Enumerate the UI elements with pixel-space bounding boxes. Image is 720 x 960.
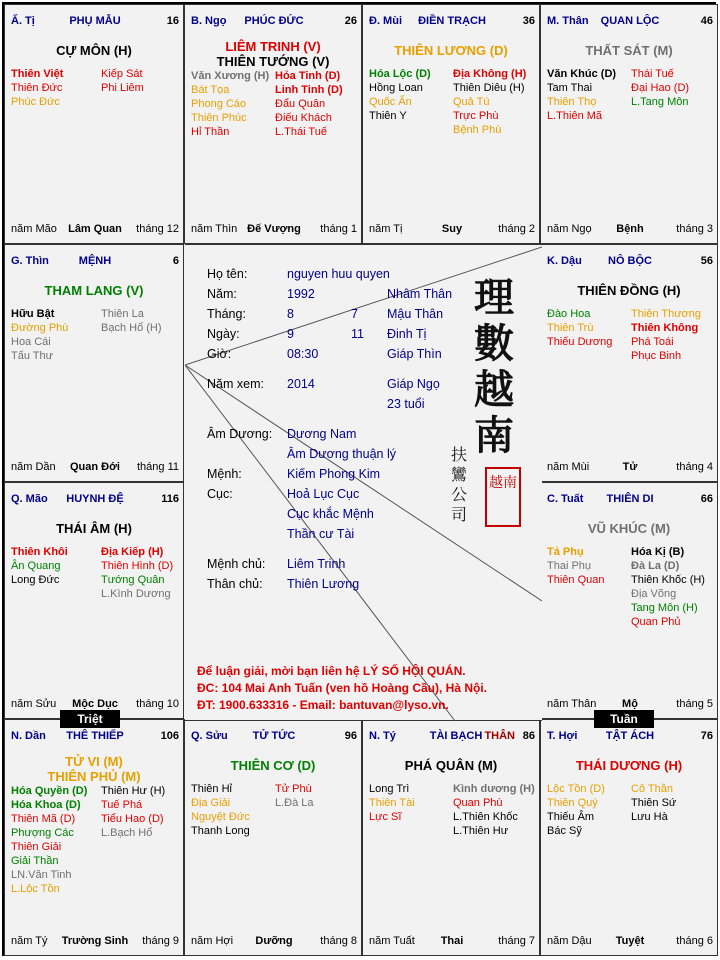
minor-star: Phúc Đức <box>11 96 60 108</box>
palace-decade-age: 56 <box>700 255 713 267</box>
minor-star: Địa Giải <box>191 797 231 809</box>
minor-star: L.Kình Dương <box>101 588 171 600</box>
palace-header <box>547 730 713 744</box>
minor-star: Lưu Hà <box>631 811 668 823</box>
minor-star: Thiên Quý <box>547 797 598 809</box>
life-stage: Đế Vượng <box>247 223 301 235</box>
amduong-value: Dương Nam <box>287 427 357 441</box>
tuan-badge: Tuần <box>594 710 654 728</box>
minor-star: Đại Hao (D) <box>631 82 690 94</box>
main-star: PHÁ QUÂN (M) <box>404 758 498 773</box>
palace-name: QUAN LỘC <box>600 15 660 27</box>
palace-branch: Ấ. Tị <box>11 15 35 27</box>
hour-can: Giáp Thìn <box>387 347 442 361</box>
palace-name: THIÊN DI <box>606 493 654 505</box>
palace-name: TÀI BẠCH <box>429 730 483 742</box>
minor-stars-right <box>631 67 689 109</box>
minor-star: Quốc Ấn <box>369 96 412 108</box>
minor-star: Linh Tinh (D) <box>275 84 343 96</box>
minor-star: Thai Phụ <box>547 560 592 572</box>
minor-star: Bác Sỹ <box>547 825 582 837</box>
minor-star: Tuế Phá <box>101 799 143 811</box>
palace-footer <box>547 223 713 237</box>
palace-footer <box>11 223 179 237</box>
palace-month: tháng 2 <box>498 223 535 235</box>
palace-branch: N. Dần <box>11 730 46 742</box>
contact-line: Để luận giải, mời bạn liên hệ LÝ SỐ HỘI QUÁN. <box>197 664 466 678</box>
life-stage: Tử <box>622 461 638 473</box>
life-stage: Quan Đới <box>70 461 120 473</box>
hour-label: Giờ: <box>207 347 232 361</box>
minor-star: Cô Thần <box>631 783 673 795</box>
day-can: Đinh Tị <box>387 327 427 341</box>
palace-decade-age: 16 <box>166 15 179 27</box>
palace-branch: T. Hợi <box>547 730 578 742</box>
palace-name: ĐIỀN TRẠCH <box>418 15 486 27</box>
minor-star: Hữu Bật <box>11 308 55 320</box>
palace-decade-age: 96 <box>344 730 357 742</box>
minor-star: Tam Thai <box>547 82 593 94</box>
minor-star: L.Thiên Mã <box>547 110 603 122</box>
palace-name: HUYNH ĐỆ <box>66 493 124 505</box>
seal-caption-char: 鸞 <box>451 465 468 484</box>
minor-star: Bệnh Phù <box>453 124 502 136</box>
palace-cell-dau <box>540 244 718 482</box>
minor-star: Thiên Tài <box>369 797 415 809</box>
palace-year: năm Thìn <box>191 223 238 235</box>
minor-star: Hỉ Thần <box>191 126 230 138</box>
palace-name: NÔ BỘC <box>608 255 652 267</box>
minor-star: Ân Quang <box>11 560 61 572</box>
minor-stars-left <box>547 67 616 123</box>
month-can: Mậu Thân <box>387 307 444 321</box>
minor-star: Thiên Thương <box>631 308 702 320</box>
palace-footer <box>547 935 713 949</box>
minor-star: Hóa Quyền (D) <box>11 785 88 797</box>
life-stage: Suy <box>441 223 463 235</box>
minor-star: Kình dương (H) <box>453 783 535 795</box>
minor-star: L.Thiên Khốc <box>453 811 518 823</box>
palace-year: năm Mùi <box>547 461 590 473</box>
life-stage: Bệnh <box>616 223 644 235</box>
minor-star: Thiếu Âm <box>547 811 595 823</box>
minor-star: Thiên Hình (D) <box>101 560 174 572</box>
name-value: nguyen huu quyen <box>287 267 390 281</box>
minor-stars-right <box>275 69 343 139</box>
calligraphy-char: 越 <box>474 366 514 413</box>
palace-decade-age: 66 <box>700 493 713 505</box>
cuc-label: Cục: <box>207 487 233 501</box>
palace-branch: Q. Mão <box>11 493 48 505</box>
cuc-value: Hoả Lục Cục <box>287 487 360 501</box>
minor-star: Tả Phụ <box>547 546 584 558</box>
year-label: Năm: <box>207 287 237 301</box>
minor-stars-left <box>191 782 250 838</box>
palace-year: năm Tuất <box>369 935 415 947</box>
minor-star: LN.Văn Tinh <box>11 869 72 881</box>
calligraphy-title <box>469 275 519 459</box>
palace-cell-mao <box>4 482 184 719</box>
minor-star: Tướng Quân <box>101 574 165 586</box>
palace-decade-age: 6 <box>172 255 179 267</box>
minor-star: Tang Môn (H) <box>631 602 698 614</box>
palace-branch: K. Dậu <box>547 255 582 267</box>
palace-header <box>11 15 179 29</box>
palace-year: năm Tý <box>11 935 48 947</box>
palace-name: TỬ TỨC <box>252 730 296 742</box>
palace-branch: Đ. Mùi <box>369 15 402 27</box>
palace-decade-age: 116 <box>161 493 179 505</box>
palace-header <box>11 730 179 744</box>
minor-star: Địa Không (H) <box>453 68 527 80</box>
minor-star: Thiên Việt <box>11 68 64 80</box>
minor-stars-right <box>101 545 173 601</box>
month-lunar: 7 <box>351 307 358 321</box>
minor-star: Địa Kiếp (H) <box>101 546 164 558</box>
minor-star: Hồng Loan <box>369 82 423 94</box>
palace-header <box>547 255 713 269</box>
palace-year: năm Ngọ <box>547 223 592 235</box>
palace-name: PHỤ MẪU <box>69 15 121 27</box>
palace-year: năm Sửu <box>11 698 57 710</box>
minor-star: Thiếu Dương <box>547 336 613 348</box>
palace-cell-suu <box>184 719 362 956</box>
minor-star: Thiên Hư (H) <box>101 785 166 797</box>
year-value: 1992 <box>287 287 315 301</box>
minor-star: Thiên Hỉ <box>191 783 232 795</box>
palace-cell-than <box>540 4 718 244</box>
minor-star: Thiên Phúc <box>191 112 247 124</box>
palace-footer <box>369 935 535 949</box>
minor-star: Văn Khúc (D) <box>547 68 617 80</box>
view-year-can: Giáp Ngọ <box>387 377 440 391</box>
minor-star: L.Thái Tuế <box>275 126 327 138</box>
minor-star: Kiếp Sát <box>101 68 143 80</box>
palace-cell-hoi <box>540 719 718 956</box>
view-year-label: Năm xem: <box>207 377 264 391</box>
minor-stars-left <box>11 307 68 363</box>
minor-star: L.Bạch Hổ <box>101 827 153 839</box>
minor-star: Hóa Lộc (D) <box>369 68 431 80</box>
palace-header <box>11 255 179 269</box>
minor-stars-left <box>191 69 269 139</box>
palace-name: TẬT ÁCH <box>605 730 655 742</box>
palace-month: tháng 9 <box>142 935 179 947</box>
triet-badge: Triệt <box>60 710 120 728</box>
minor-stars-left <box>369 67 431 123</box>
cuc-note-2: Thần cư Tài <box>287 527 355 541</box>
minor-star: L.Đà La <box>275 797 314 809</box>
month-solar: 8 <box>287 307 294 321</box>
menh-label: Mệnh: <box>207 467 242 481</box>
thanchu-label: Thân chủ: <box>207 577 263 591</box>
palace-header <box>191 730 357 744</box>
minor-stars-left <box>369 782 415 824</box>
palace-month: tháng 12 <box>136 223 179 235</box>
amduong-label: Âm Dương: <box>207 427 273 441</box>
horoscope-chart <box>2 2 716 956</box>
minor-star: Đẩu Quân <box>275 98 326 110</box>
palace-year: năm Dậu <box>547 935 592 947</box>
minor-star: Thiên Khốc (H) <box>631 574 705 586</box>
palace-name: THÊ THIẾP <box>66 730 124 742</box>
palace-decade-age: 26 <box>344 15 357 27</box>
seal-caption <box>451 445 469 525</box>
minor-star: Địa Võng <box>631 588 677 600</box>
calligraphy-char: 理 <box>474 274 514 321</box>
minor-stars-right <box>101 67 144 95</box>
main-star: LIÊM TRINH (V) <box>225 39 321 54</box>
menhchu-value: Liêm Trinh <box>287 557 346 571</box>
minor-star: Long Trì <box>369 783 410 795</box>
main-star: TỬ VI (M) <box>65 754 123 769</box>
palace-cell-mui <box>362 4 540 244</box>
palace-month: tháng 11 <box>136 461 179 473</box>
minor-star: Thiên Diêu (H) <box>453 82 525 94</box>
palace-month: tháng 7 <box>498 935 535 947</box>
minor-star: Tiểu Hao (D) <box>101 813 164 825</box>
palace-month: tháng 10 <box>136 698 179 710</box>
minor-star: Thiên Sứ <box>631 797 677 809</box>
palace-year: năm Dần <box>11 461 56 473</box>
seal-caption-char: 扶 <box>451 445 468 464</box>
minor-star: Phượng Các <box>11 827 74 839</box>
minor-stars-right <box>453 67 526 137</box>
minor-star: Phục Binh <box>631 350 682 362</box>
minor-star: Thiên Khôi <box>11 546 68 558</box>
minor-star: L.Lộc Tồn <box>11 883 60 895</box>
minor-star: Tử Phù <box>275 783 312 795</box>
palace-month: tháng 5 <box>676 698 713 710</box>
menhchu-label: Mệnh chủ: <box>207 557 266 571</box>
minor-star: Hóa Khoa (D) <box>11 799 81 811</box>
contact-phone-email: ĐT: 1900.633316 - Email: bantuvan@lyso.vn. <box>197 698 449 712</box>
cuc-note: Cục khắc Mệnh <box>287 507 374 521</box>
palace-branch: G. Thìn <box>11 255 49 267</box>
calligraphy-char: 數 <box>474 320 514 367</box>
minor-star: Hoa Cái <box>11 336 51 348</box>
palace-decade-age: 76 <box>700 730 713 742</box>
minor-star: Thanh Long <box>191 825 250 837</box>
palace-header <box>369 15 535 29</box>
palace-cell-ty2 <box>362 719 540 956</box>
palace-branch: N. Tý <box>369 730 396 742</box>
minor-star: Quan Phủ <box>631 616 681 628</box>
minor-star: Văn Xương (H) <box>191 70 270 82</box>
palace-footer <box>369 223 535 237</box>
palace-name: MỆNH <box>78 255 112 267</box>
seal-caption-char: 公 <box>451 485 468 504</box>
life-stage: Mộc Dục <box>72 698 118 710</box>
calligraphy-char: 南 <box>474 412 514 459</box>
minor-star: Tấu Thư <box>11 350 54 362</box>
palace-decade-age: 106 <box>160 730 179 742</box>
palace-header <box>191 15 357 29</box>
minor-star: Nguyệt Đức <box>191 811 250 823</box>
life-stage: Trường Sinh <box>61 935 129 947</box>
palace-footer <box>191 223 357 237</box>
main-star: THIÊN CƠ (D) <box>230 758 316 773</box>
minor-stars-right <box>453 782 535 838</box>
minor-star: Thái Tuế <box>631 68 674 80</box>
minor-star: Điếu Khách <box>275 112 332 124</box>
palace-cell-thin <box>4 244 184 482</box>
minor-stars-right <box>631 545 705 629</box>
palace-footer <box>547 461 713 475</box>
minor-star: Phá Toái <box>631 336 674 348</box>
palace-cell-tuat <box>540 482 718 719</box>
minor-stars-left <box>11 784 87 896</box>
palace-header <box>369 730 535 744</box>
palace-month: tháng 3 <box>676 223 713 235</box>
minor-star: Hỏa Tinh (D) <box>275 70 341 82</box>
minor-star: Thiên La <box>101 308 144 320</box>
main-star: THÁI DƯƠNG (H) <box>575 758 683 773</box>
thanchu-value: Thiên Lương <box>287 577 360 591</box>
year-can: Nhâm Thân <box>387 287 453 301</box>
palace-footer <box>191 935 357 949</box>
palace-header <box>547 493 713 507</box>
hour-value: 08:30 <box>287 347 319 361</box>
main-star: THIÊN LƯƠNG (D) <box>394 43 508 58</box>
minor-star: Phi Liêm <box>101 82 144 94</box>
life-stage: Tuyệt <box>615 935 645 947</box>
life-stage: Dưỡng <box>255 935 293 947</box>
main-star: CỰ MÔN (H) <box>56 43 132 58</box>
minor-star: Bạch Hổ (H) <box>101 322 162 334</box>
name-label: Họ tên: <box>207 267 248 281</box>
amduong-note: Âm Dương thuận lý <box>287 447 396 461</box>
palace-footer <box>11 461 179 475</box>
palace-month: tháng 4 <box>676 461 713 473</box>
palace-decade-age: 46 <box>700 15 713 27</box>
minor-stars-left <box>11 67 63 109</box>
palace-month: tháng 1 <box>320 223 357 235</box>
palace-cell-ngo <box>184 4 362 244</box>
menh-value: Kiếm Phong Kim <box>287 467 381 481</box>
main-star: THIÊN ĐỒNG (H) <box>577 283 681 298</box>
palace-name: PHÚC ĐỨC <box>244 15 304 27</box>
minor-star: Phong Cáo <box>191 98 247 110</box>
life-stage: Mộ <box>622 698 638 710</box>
main-star: THẤT SÁT (M) <box>585 43 673 58</box>
minor-star: Bát Tọa <box>191 84 230 96</box>
view-year-value: 2014 <box>287 377 315 391</box>
minor-star: Lộc Tồn (D) <box>547 783 605 795</box>
palace-header <box>11 493 179 507</box>
minor-stars-left <box>11 545 68 587</box>
minor-star: Thiên Giải <box>11 841 62 853</box>
life-stage: Lâm Quan <box>68 223 122 235</box>
minor-stars-right <box>275 782 314 810</box>
palace-year: năm Mão <box>11 223 57 235</box>
age-value: 23 tuổi <box>387 397 425 411</box>
contact-address: ĐC: 104 Mai Anh Tuấn (ven hồ Hoàng Cầu), Hà Nội. <box>197 681 488 695</box>
minor-star: Thiên Thọ <box>547 96 597 108</box>
palace-branch: B. Ngọ <box>191 15 227 27</box>
minor-star: Quan Phù <box>453 797 503 809</box>
minor-stars-right <box>631 307 701 363</box>
minor-star: Đào Hoa <box>547 308 591 320</box>
minor-stars-right <box>101 307 162 335</box>
main-star: THIÊN TƯỚNG (V) <box>216 54 330 69</box>
palace-footer <box>11 935 179 949</box>
palace-cell-ty <box>4 4 184 244</box>
month-label: Tháng: <box>207 307 246 321</box>
palace-decade-age: 86 <box>522 730 535 742</box>
minor-star: Long Đức <box>11 574 60 586</box>
minor-star: Lực Sĩ <box>369 811 402 823</box>
red-seal-stamp: 越南 <box>485 467 521 527</box>
palace-year: năm Hợi <box>191 935 234 947</box>
minor-stars-left <box>547 545 604 587</box>
palace-decade-age: 36 <box>522 15 535 27</box>
day-solar: 9 <box>287 327 294 341</box>
minor-star: Đà La (D) <box>631 560 680 572</box>
minor-star: Đường Phù <box>11 322 69 334</box>
life-stage: Thai <box>440 935 464 947</box>
minor-star: Thiên Mã (D) <box>11 813 76 825</box>
minor-stars-left <box>547 782 605 838</box>
minor-star: Thiên Trù <box>547 322 594 334</box>
palace-month: tháng 8 <box>320 935 357 947</box>
minor-star: Quả Tú <box>453 96 490 108</box>
palace-cell-dan <box>4 719 184 956</box>
minor-star: L.Tang Môn <box>631 96 689 108</box>
day-lunar: 11 <box>351 327 364 341</box>
palace-year: năm Thân <box>547 698 597 710</box>
day-label: Ngày: <box>207 327 240 341</box>
main-star: THAM LANG (V) <box>44 283 144 298</box>
minor-star: Thiên Y <box>369 110 407 122</box>
main-star: VŨ KHÚC (M) <box>587 521 671 536</box>
center-info-panel <box>185 244 542 721</box>
minor-star: L.Thiên Hư <box>453 825 509 837</box>
minor-stars-right <box>631 782 676 824</box>
minor-star: Thiên Quan <box>547 574 605 586</box>
minor-star: Giải Thần <box>11 855 59 867</box>
main-star: THÁI ÂM (H) <box>56 521 132 536</box>
contact-block <box>197 663 487 714</box>
main-star: THIÊN PHỦ (M) <box>47 769 141 784</box>
minor-stars-left <box>547 307 612 349</box>
minor-stars-right <box>101 784 165 840</box>
palace-year: năm Tị <box>369 223 403 235</box>
palace-month: tháng 6 <box>676 935 713 947</box>
than-marker: THÂN <box>484 730 515 742</box>
minor-star: Thiên Đức <box>11 82 63 94</box>
palace-branch: C. Tuất <box>547 493 584 505</box>
palace-branch: M. Thân <box>547 15 589 27</box>
seal-caption-char: 司 <box>451 505 468 524</box>
palace-branch: Q. Sửu <box>191 730 228 742</box>
palace-header <box>547 15 713 29</box>
minor-star: Thiên Không <box>631 322 699 334</box>
minor-star: Trực Phù <box>453 110 499 122</box>
minor-star: Hóa Kị (B) <box>631 546 685 558</box>
